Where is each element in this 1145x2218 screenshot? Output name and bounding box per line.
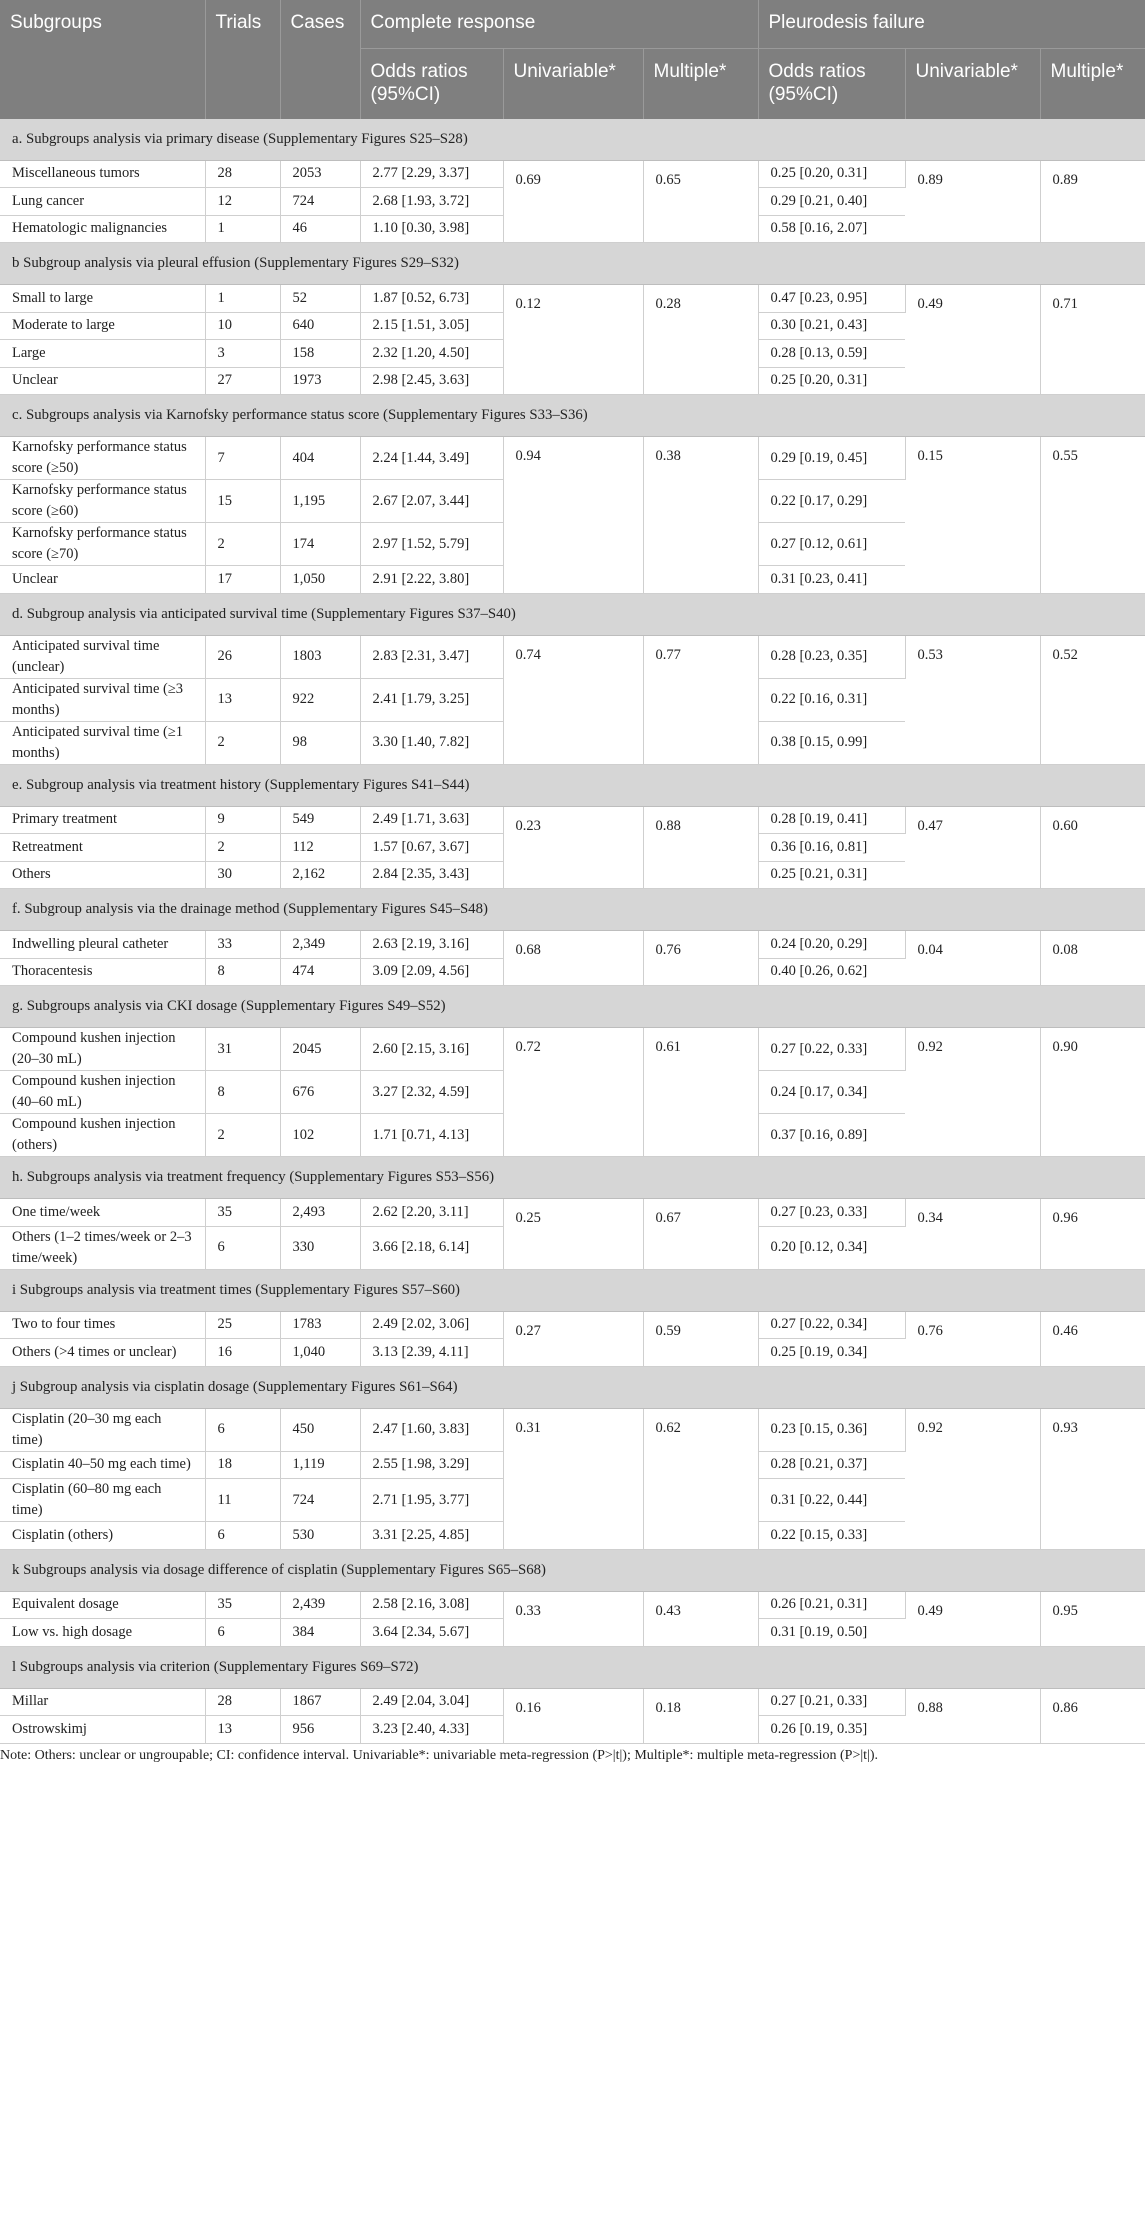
section-title: a. Subgroups analysis via primary disease (Supplementary Figures S25–S28) (0, 119, 1145, 161)
trials-count: 9 (205, 806, 280, 834)
section-header-row (0, 593, 1145, 635)
pf-odds-ratio: 0.31 [0.19, 0.50] (758, 1619, 905, 1647)
subgroup-name: Unclear (0, 367, 205, 395)
subgroup-name: Cisplatin (20–30 mg each time) (0, 1408, 205, 1451)
cr-multiple-p: 0.76 (643, 931, 758, 986)
section-title: b Subgroup analysis via pleural effusion (Supplementary Figures S29–S32) (0, 243, 1145, 285)
trials-count: 2 (205, 834, 280, 862)
trials-count: 25 (205, 1311, 280, 1339)
pf-odds-ratio: 0.31 [0.23, 0.41] (758, 566, 905, 594)
subgroup-name: Large (0, 340, 205, 368)
pf-multiple-p: 0.86 (1040, 1688, 1145, 1743)
trials-count: 6 (205, 1619, 280, 1647)
cases-count: 1,040 (280, 1339, 360, 1367)
pf-odds-ratio: 0.25 [0.20, 0.31] (758, 367, 905, 395)
cases-count: 956 (280, 1716, 360, 1744)
table-row (0, 160, 1145, 188)
pf-odds-ratio: 0.23 [0.15, 0.36] (758, 1408, 905, 1451)
cr-odds-ratio: 2.41 [1.79, 3.25] (360, 678, 503, 721)
section-title: d. Subgroup analysis via anticipated survival time (Supplementary Figures S37–S40) (0, 593, 1145, 635)
section-title: k Subgroups analysis via dosage difference of cisplatin (Supplementary Figures S65–S68) (0, 1549, 1145, 1591)
cr-multiple-p: 0.28 (643, 285, 758, 395)
cases-count: 2053 (280, 160, 360, 188)
header-pf-univariable: Univariable* (905, 49, 1040, 119)
header-pf-odds-ratio: Odds ratios (95%CI) (758, 49, 905, 119)
pf-univariable-p: 0.49 (905, 285, 1040, 395)
cr-odds-ratio: 2.77 [2.29, 3.37] (360, 160, 503, 188)
cases-count: 2,349 (280, 931, 360, 959)
cases-count: 330 (280, 1226, 360, 1269)
section-header-row (0, 395, 1145, 437)
cr-univariable-p: 0.31 (503, 1408, 643, 1549)
trials-count: 30 (205, 861, 280, 889)
cases-count: 1867 (280, 1688, 360, 1716)
section-title: j Subgroup analysis via cisplatin dosage (Supplementary Figures S61–S64) (0, 1366, 1145, 1408)
pf-multiple-p: 0.55 (1040, 437, 1145, 594)
subgroup-name: Anticipated survival time (≥1 months) (0, 721, 205, 764)
header-cr-odds-ratio: Odds ratios (95%CI) (360, 49, 503, 119)
pf-multiple-p: 0.95 (1040, 1591, 1145, 1646)
pf-multiple-p: 0.46 (1040, 1311, 1145, 1366)
cases-count: 474 (280, 958, 360, 986)
trials-count: 1 (205, 285, 280, 313)
cr-odds-ratio: 2.49 [2.02, 3.06] (360, 1311, 503, 1339)
pf-odds-ratio: 0.28 [0.23, 0.35] (758, 635, 905, 678)
subgroup-name: Moderate to large (0, 312, 205, 340)
cr-odds-ratio: 3.31 [2.25, 4.85] (360, 1522, 503, 1550)
subgroup-name: Karnofsky performance status score (≥60) (0, 480, 205, 523)
pf-odds-ratio: 0.26 [0.19, 0.35] (758, 1716, 905, 1744)
trials-count: 27 (205, 367, 280, 395)
cases-count: 404 (280, 437, 360, 480)
pf-odds-ratio: 0.40 [0.26, 0.62] (758, 958, 905, 986)
section-header-row (0, 1157, 1145, 1199)
header-cases: Cases (280, 0, 360, 119)
table-row (0, 437, 1145, 480)
subgroup-name: Thoracentesis (0, 958, 205, 986)
cr-multiple-p: 0.62 (643, 1408, 758, 1549)
trials-count: 28 (205, 160, 280, 188)
pf-odds-ratio: 0.30 [0.21, 0.43] (758, 312, 905, 340)
pf-univariable-p: 0.76 (905, 1311, 1040, 1366)
trials-count: 2 (205, 721, 280, 764)
header-cr-univariable: Univariable* (503, 49, 643, 119)
subgroup-name: Indwelling pleural catheter (0, 931, 205, 959)
cr-odds-ratio: 2.67 [2.07, 3.44] (360, 480, 503, 523)
cases-count: 530 (280, 1522, 360, 1550)
cr-odds-ratio: 3.13 [2.39, 4.11] (360, 1339, 503, 1367)
cr-odds-ratio: 3.23 [2.40, 4.33] (360, 1716, 503, 1744)
cases-count: 549 (280, 806, 360, 834)
pf-multiple-p: 0.08 (1040, 931, 1145, 986)
subgroup-name: Others (0, 861, 205, 889)
cr-univariable-p: 0.27 (503, 1311, 643, 1366)
cr-multiple-p: 0.59 (643, 1311, 758, 1366)
pf-odds-ratio: 0.22 [0.15, 0.33] (758, 1522, 905, 1550)
pf-odds-ratio: 0.36 [0.16, 0.81] (758, 834, 905, 862)
subgroup-name: Cisplatin (others) (0, 1522, 205, 1550)
cases-count: 724 (280, 1479, 360, 1522)
cr-multiple-p: 0.65 (643, 160, 758, 243)
subgroup-name: Unclear (0, 566, 205, 594)
header-pf-multiple: Multiple* (1040, 49, 1145, 119)
trials-count: 2 (205, 523, 280, 566)
cases-count: 1783 (280, 1311, 360, 1339)
cases-count: 1,195 (280, 480, 360, 523)
pf-multiple-p: 0.71 (1040, 285, 1145, 395)
subgroup-name: Retreatment (0, 834, 205, 862)
cr-odds-ratio: 1.87 [0.52, 6.73] (360, 285, 503, 313)
cases-count: 102 (280, 1114, 360, 1157)
trials-count: 6 (205, 1408, 280, 1451)
table-row (0, 1688, 1145, 1716)
table-body (0, 119, 1145, 1744)
pf-odds-ratio: 0.27 [0.21, 0.33] (758, 1688, 905, 1716)
subgroup-name: Two to four times (0, 1311, 205, 1339)
header-trials: Trials (205, 0, 280, 119)
table-row (0, 635, 1145, 678)
cases-count: 174 (280, 523, 360, 566)
section-title: l Subgroups analysis via criterion (Supplementary Figures S69–S72) (0, 1646, 1145, 1688)
section-header-row (0, 1549, 1145, 1591)
trials-count: 8 (205, 1071, 280, 1114)
cases-count: 1803 (280, 635, 360, 678)
cr-odds-ratio: 3.09 [2.09, 4.56] (360, 958, 503, 986)
cr-odds-ratio: 2.83 [2.31, 3.47] (360, 635, 503, 678)
cases-count: 1,119 (280, 1451, 360, 1479)
pf-multiple-p: 0.60 (1040, 806, 1145, 889)
subgroup-name: Miscellaneous tumors (0, 160, 205, 188)
cr-odds-ratio: 1.57 [0.67, 3.67] (360, 834, 503, 862)
cr-odds-ratio: 2.63 [2.19, 3.16] (360, 931, 503, 959)
cr-odds-ratio: 2.91 [2.22, 3.80] (360, 566, 503, 594)
cases-count: 450 (280, 1408, 360, 1451)
pf-univariable-p: 0.89 (905, 160, 1040, 243)
subgroup-name: Equivalent dosage (0, 1591, 205, 1619)
pf-odds-ratio: 0.24 [0.20, 0.29] (758, 931, 905, 959)
table-row (0, 931, 1145, 959)
cases-count: 922 (280, 678, 360, 721)
header-pleurodesis-failure: Pleurodesis failure (758, 0, 1145, 49)
cr-univariable-p: 0.68 (503, 931, 643, 986)
cases-count: 46 (280, 215, 360, 243)
pf-odds-ratio: 0.22 [0.17, 0.29] (758, 480, 905, 523)
cr-odds-ratio: 2.60 [2.15, 3.16] (360, 1028, 503, 1071)
section-header-row (0, 119, 1145, 161)
subgroup-name: Ostrowskimj (0, 1716, 205, 1744)
pf-odds-ratio: 0.24 [0.17, 0.34] (758, 1071, 905, 1114)
pf-odds-ratio: 0.22 [0.16, 0.31] (758, 678, 905, 721)
trials-count: 33 (205, 931, 280, 959)
section-header-row (0, 889, 1145, 931)
section-header-row (0, 764, 1145, 806)
header-subgroups: Subgroups (0, 0, 205, 119)
pf-univariable-p: 0.49 (905, 1591, 1040, 1646)
table-header (0, 0, 1145, 119)
trials-count: 35 (205, 1199, 280, 1227)
cr-odds-ratio: 3.64 [2.34, 5.67] (360, 1619, 503, 1647)
pf-odds-ratio: 0.25 [0.20, 0.31] (758, 160, 905, 188)
cr-odds-ratio: 2.24 [1.44, 3.49] (360, 437, 503, 480)
table-row (0, 285, 1145, 313)
cases-count: 52 (280, 285, 360, 313)
table-note: Note: Others: unclear or ungroupable; CI: confidence interval. Univariable*: univariable meta-regression (P>|t|); Multiple*: multiple meta-regression (P>|t|). (0, 1747, 879, 1763)
trials-count: 3 (205, 340, 280, 368)
table-row (0, 1408, 1145, 1451)
trials-count: 1 (205, 215, 280, 243)
pf-univariable-p: 0.47 (905, 806, 1040, 889)
cr-odds-ratio: 2.15 [1.51, 3.05] (360, 312, 503, 340)
trials-count: 15 (205, 480, 280, 523)
cr-multiple-p: 0.77 (643, 635, 758, 764)
pf-odds-ratio: 0.58 [0.16, 2.07] (758, 215, 905, 243)
trials-count: 10 (205, 312, 280, 340)
cases-count: 98 (280, 721, 360, 764)
cr-odds-ratio: 1.10 [0.30, 3.98] (360, 215, 503, 243)
subgroup-name: Others (>4 times or unclear) (0, 1339, 205, 1367)
pf-univariable-p: 0.92 (905, 1408, 1040, 1549)
cases-count: 2,162 (280, 861, 360, 889)
table-row (0, 1591, 1145, 1619)
cr-odds-ratio: 3.27 [2.32, 4.59] (360, 1071, 503, 1114)
pf-odds-ratio: 0.47 [0.23, 0.95] (758, 285, 905, 313)
pf-odds-ratio: 0.29 [0.19, 0.45] (758, 437, 905, 480)
cr-odds-ratio: 2.62 [2.20, 3.11] (360, 1199, 503, 1227)
cases-count: 724 (280, 188, 360, 216)
trials-count: 26 (205, 635, 280, 678)
subgroup-name: Cisplatin 40–50 mg each time) (0, 1451, 205, 1479)
cr-univariable-p: 0.94 (503, 437, 643, 594)
trials-count: 28 (205, 1688, 280, 1716)
pf-odds-ratio: 0.28 [0.19, 0.41] (758, 806, 905, 834)
subgroup-name: Karnofsky performance status score (≥50) (0, 437, 205, 480)
cr-odds-ratio: 2.58 [2.16, 3.08] (360, 1591, 503, 1619)
cr-odds-ratio: 2.98 [2.45, 3.63] (360, 367, 503, 395)
subgroup-name: Karnofsky performance status score (≥70) (0, 523, 205, 566)
cr-odds-ratio: 2.97 [1.52, 5.79] (360, 523, 503, 566)
section-header-row (0, 1269, 1145, 1311)
subgroup-name: Lung cancer (0, 188, 205, 216)
cr-multiple-p: 0.18 (643, 1688, 758, 1743)
cr-univariable-p: 0.74 (503, 635, 643, 764)
subgroup-name: Hematologic malignancies (0, 215, 205, 243)
pf-multiple-p: 0.93 (1040, 1408, 1145, 1549)
cases-count: 676 (280, 1071, 360, 1114)
cr-odds-ratio: 1.71 [0.71, 4.13] (360, 1114, 503, 1157)
subgroup-name: Primary treatment (0, 806, 205, 834)
cases-count: 640 (280, 312, 360, 340)
section-title: g. Subgroups analysis via CKI dosage (Supplementary Figures S49–S52) (0, 986, 1145, 1028)
cr-multiple-p: 0.38 (643, 437, 758, 594)
table-row (0, 1028, 1145, 1071)
trials-count: 16 (205, 1339, 280, 1367)
cr-odds-ratio: 3.30 [1.40, 7.82] (360, 721, 503, 764)
trials-count: 31 (205, 1028, 280, 1071)
pf-univariable-p: 0.15 (905, 437, 1040, 594)
trials-count: 13 (205, 1716, 280, 1744)
pf-odds-ratio: 0.28 [0.13, 0.59] (758, 340, 905, 368)
pf-univariable-p: 0.34 (905, 1199, 1040, 1270)
subgroup-name: Millar (0, 1688, 205, 1716)
subgroup-name: Anticipated survival time (unclear) (0, 635, 205, 678)
pf-odds-ratio: 0.27 [0.22, 0.34] (758, 1311, 905, 1339)
header-complete-response: Complete response (360, 0, 758, 49)
trials-count: 12 (205, 188, 280, 216)
pf-univariable-p: 0.53 (905, 635, 1040, 764)
pf-odds-ratio: 0.27 [0.12, 0.61] (758, 523, 905, 566)
trials-count: 7 (205, 437, 280, 480)
cr-multiple-p: 0.43 (643, 1591, 758, 1646)
table-row (0, 1199, 1145, 1227)
subgroup-name: Compound kushen injection (others) (0, 1114, 205, 1157)
subgroup-name: Compound kushen injection (20–30 mL) (0, 1028, 205, 1071)
cr-univariable-p: 0.33 (503, 1591, 643, 1646)
subgroup-name: Low vs. high dosage (0, 1619, 205, 1647)
cases-count: 2045 (280, 1028, 360, 1071)
pf-multiple-p: 0.90 (1040, 1028, 1145, 1157)
cr-odds-ratio: 2.55 [1.98, 3.29] (360, 1451, 503, 1479)
table-row (0, 1311, 1145, 1339)
cases-count: 158 (280, 340, 360, 368)
subgroup-name: Cisplatin (60–80 mg each time) (0, 1479, 205, 1522)
subgroup-name: Compound kushen injection (40–60 mL) (0, 1071, 205, 1114)
trials-count: 18 (205, 1451, 280, 1479)
section-header-row (0, 986, 1145, 1028)
trials-count: 35 (205, 1591, 280, 1619)
pf-odds-ratio: 0.31 [0.22, 0.44] (758, 1479, 905, 1522)
pf-odds-ratio: 0.27 [0.22, 0.33] (758, 1028, 905, 1071)
cr-odds-ratio: 2.84 [2.35, 3.43] (360, 861, 503, 889)
trials-count: 17 (205, 566, 280, 594)
section-title: f. Subgroup analysis via the drainage method (Supplementary Figures S45–S48) (0, 889, 1145, 931)
section-title: i Subgroups analysis via treatment times (Supplementary Figures S57–S60) (0, 1269, 1145, 1311)
section-header-row (0, 1646, 1145, 1688)
section-header-row (0, 1366, 1145, 1408)
pf-multiple-p: 0.89 (1040, 160, 1145, 243)
cases-count: 2,493 (280, 1199, 360, 1227)
trials-count: 8 (205, 958, 280, 986)
trials-count: 11 (205, 1479, 280, 1522)
cr-univariable-p: 0.16 (503, 1688, 643, 1743)
table-row (0, 806, 1145, 834)
pf-odds-ratio: 0.20 [0.12, 0.34] (758, 1226, 905, 1269)
header-cr-multiple: Multiple* (643, 49, 758, 119)
subgroup-name: Anticipated survival time (≥3 months) (0, 678, 205, 721)
subgroup-name: Others (1–2 times/week or 2–3 time/week) (0, 1226, 205, 1269)
pf-odds-ratio: 0.28 [0.21, 0.37] (758, 1451, 905, 1479)
pf-multiple-p: 0.52 (1040, 635, 1145, 764)
trials-count: 6 (205, 1226, 280, 1269)
trials-count: 13 (205, 678, 280, 721)
trials-count: 6 (205, 1522, 280, 1550)
pf-odds-ratio: 0.25 [0.21, 0.31] (758, 861, 905, 889)
pf-odds-ratio: 0.27 [0.23, 0.33] (758, 1199, 905, 1227)
pf-odds-ratio: 0.37 [0.16, 0.89] (758, 1114, 905, 1157)
cr-multiple-p: 0.61 (643, 1028, 758, 1157)
pf-univariable-p: 0.04 (905, 931, 1040, 986)
trials-count: 2 (205, 1114, 280, 1157)
cr-odds-ratio: 2.49 [1.71, 3.63] (360, 806, 503, 834)
section-header-row (0, 243, 1145, 285)
cases-count: 2,439 (280, 1591, 360, 1619)
cases-count: 112 (280, 834, 360, 862)
cr-univariable-p: 0.69 (503, 160, 643, 243)
cr-odds-ratio: 2.68 [1.93, 3.72] (360, 188, 503, 216)
subgroup-name: Small to large (0, 285, 205, 313)
cases-count: 1,050 (280, 566, 360, 594)
pf-multiple-p: 0.96 (1040, 1199, 1145, 1270)
section-title: c. Subgroups analysis via Karnofsky performance status score (Supplementary Figures S33–S36) (0, 395, 1145, 437)
pf-odds-ratio: 0.29 [0.21, 0.40] (758, 188, 905, 216)
pf-univariable-p: 0.88 (905, 1688, 1040, 1743)
pf-univariable-p: 0.92 (905, 1028, 1040, 1157)
cr-odds-ratio: 2.49 [2.04, 3.04] (360, 1688, 503, 1716)
cr-univariable-p: 0.25 (503, 1199, 643, 1270)
section-title: e. Subgroup analysis via treatment history (Supplementary Figures S41–S44) (0, 764, 1145, 806)
pf-odds-ratio: 0.26 [0.21, 0.31] (758, 1591, 905, 1619)
subgroup-name: One time/week (0, 1199, 205, 1227)
cr-univariable-p: 0.12 (503, 285, 643, 395)
cr-univariable-p: 0.72 (503, 1028, 643, 1157)
cr-odds-ratio: 2.71 [1.95, 3.77] (360, 1479, 503, 1522)
section-title: h. Subgroups analysis via treatment frequency (Supplementary Figures S53–S56) (0, 1157, 1145, 1199)
cr-multiple-p: 0.88 (643, 806, 758, 889)
cr-univariable-p: 0.23 (503, 806, 643, 889)
pf-odds-ratio: 0.25 [0.19, 0.34] (758, 1339, 905, 1367)
cases-count: 384 (280, 1619, 360, 1647)
cr-odds-ratio: 2.47 [1.60, 3.83] (360, 1408, 503, 1451)
cr-odds-ratio: 2.32 [1.20, 4.50] (360, 340, 503, 368)
cr-odds-ratio: 3.66 [2.18, 6.14] (360, 1226, 503, 1269)
cr-multiple-p: 0.67 (643, 1199, 758, 1270)
pf-odds-ratio: 0.38 [0.15, 0.99] (758, 721, 905, 764)
cases-count: 1973 (280, 367, 360, 395)
